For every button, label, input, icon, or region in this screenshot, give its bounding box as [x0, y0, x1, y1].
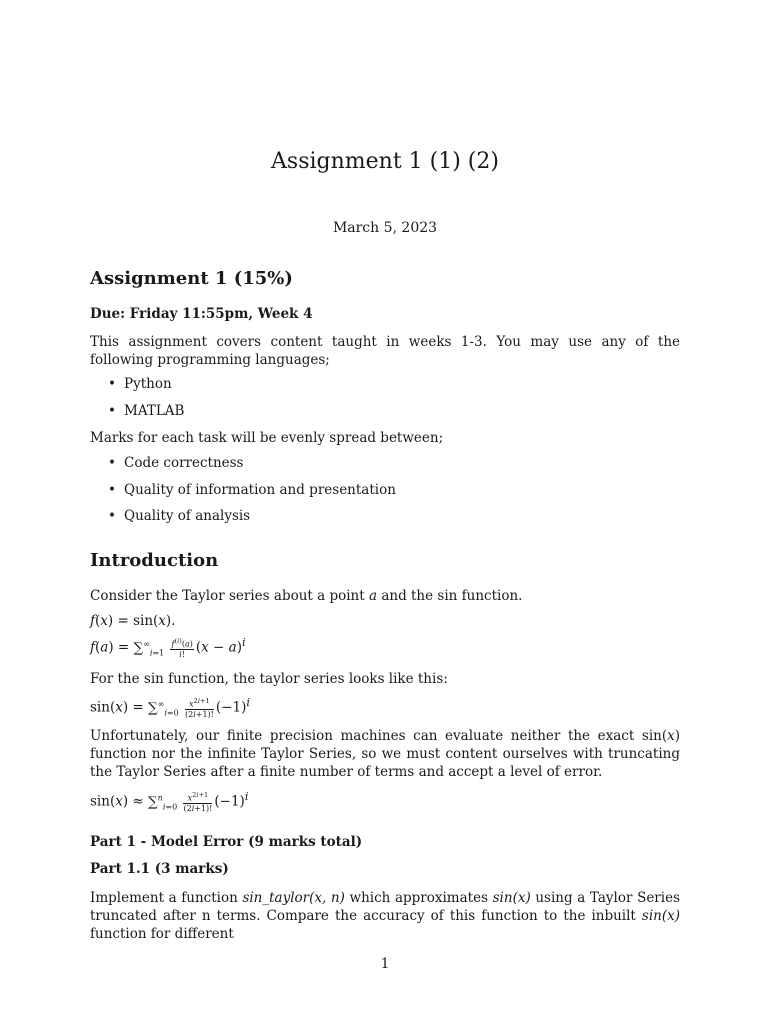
due-date: Due: Friday 11:55pm, Week 4 [90, 306, 313, 322]
criteria-item: • Code correctness [108, 455, 244, 471]
language-item: • MATLAB [108, 403, 185, 419]
criteria-item: • Quality of information and presentation [108, 482, 396, 498]
section-heading-introduction: Introduction [90, 550, 219, 571]
page-number: 1 [380, 956, 390, 972]
part11-paragraph: Implement a function sin_taylor(x, n) which approximates sin(x) using a Taylor Series truncated after n terms. Compare the accuracy of this function to the inbuilt sin(x) function for different [90, 890, 680, 942]
equation-sin-series: $\sin(x) = \sum^\infty_{i=0}$ $\frac{x^{2i+1}}{(2i+1)!}$ $(-1)^i$ [90, 696, 250, 719]
consider-paragraph: Consider the Taylor series about a point a and the sin function. [90, 588, 523, 604]
equation-sin-approx: sin(x) ≈ ∑$^n_{i=0}$ $\frac{x^{2i+1}}{(2i+1)!}$ $(-1)^i$ [90, 790, 249, 813]
section-heading-assignment: Assignment 1 (15%) [90, 268, 293, 289]
equation-fx: f(x) = sin(x). [90, 613, 176, 629]
intro-paragraph: This assignment covers content taught in weeks 1-3. You may use any of the following programming languages; [90, 334, 680, 368]
criteria-item: • Quality of analysis [108, 508, 251, 524]
document-date: March 5, 2023 [332, 220, 438, 236]
equation-taylor: $f(a) = \sum^\infty_{i=1}$ $\frac{f^{(i)}(a)}{i!}$ $(x - a)^i$ [90, 636, 246, 659]
language-item: • Python [108, 376, 172, 392]
unfortunately-paragraph: Unfortunately, our finite precision machines can evaluate neither the exact sin(x) function nor the infinite Taylor Series, so we must content ourselves with truncating the Taylor Series after a finite number of terms and accept a level of error. [90, 728, 680, 780]
marks-paragraph: Marks for each task will be evenly spread between; [90, 430, 444, 446]
part1-heading: Part 1 - Model Error (9 marks total) [90, 834, 363, 850]
document-title: Assignment 1 (1) (2) [271, 149, 499, 174]
part11-heading: Part 1.1 (3 marks) [90, 861, 229, 877]
sin-series-intro: For the sin function, the taylor series looks like this: [90, 671, 448, 687]
document-page [90, 0, 680, 1024]
